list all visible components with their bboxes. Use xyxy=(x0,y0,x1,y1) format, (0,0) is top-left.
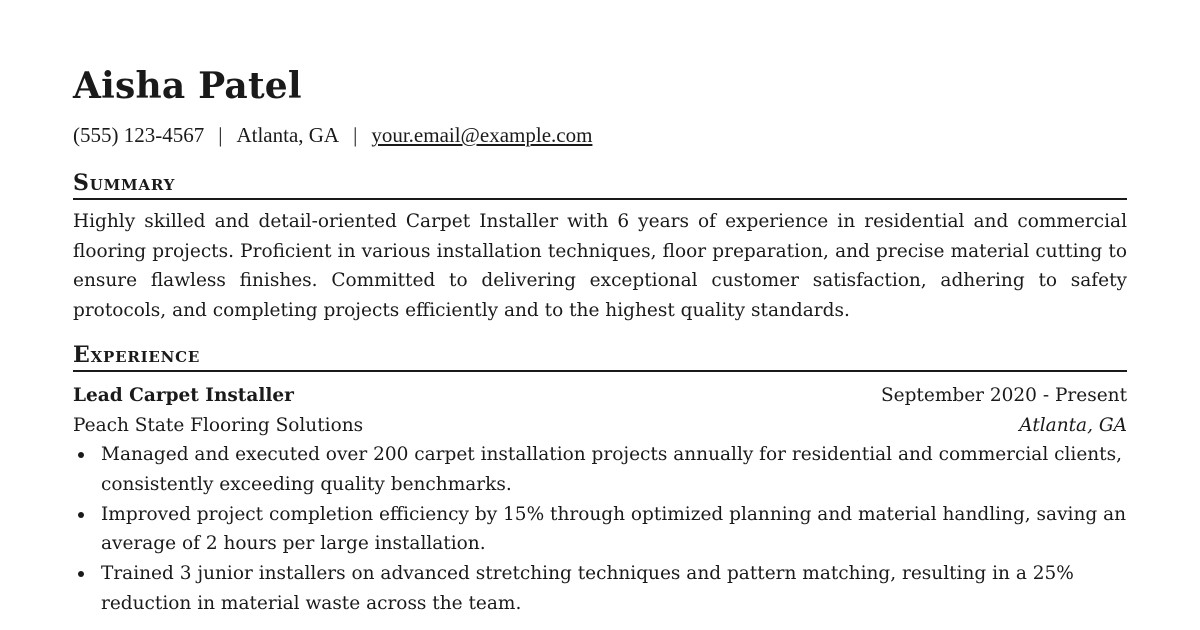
job-bullet-list xyxy=(73,440,1127,618)
job-entry xyxy=(73,381,1127,619)
summary-heading: Summary xyxy=(73,170,1127,200)
email-link[interactable]: your.email@example.com xyxy=(371,123,593,147)
job-bullet xyxy=(73,559,1127,618)
summary-paragraph: Highly skilled and detail-oriented Carpet Installer with 6 years of experience in residential and commercial flooring projects. Proficient in various installation techniques, floor preparation, and precise material cutting to ensure flawless finishes. Committed to delivering exceptional customer satisfaction, adhering to safety protocols, and completing projects efficiently and to the highest quality standards. xyxy=(73,211,1127,322)
job-bullet xyxy=(73,440,1127,499)
job-header-row xyxy=(73,381,1127,411)
bullet-dot-icon xyxy=(78,512,84,518)
job-title: Lead Carpet Installer xyxy=(73,384,294,406)
candidate-name: Aisha Patel xyxy=(73,65,302,107)
phone-number: (555) 123-4567 xyxy=(73,123,205,147)
job-bullet xyxy=(73,500,1127,559)
resume-page xyxy=(73,60,1127,618)
job-dates: September 2020 - Present xyxy=(880,384,1127,406)
company-name: Peach State Flooring Solutions xyxy=(73,414,364,436)
contact-separator: | xyxy=(353,123,358,147)
job-location: Atlanta, GA xyxy=(1019,414,1127,436)
bullet-dot-icon xyxy=(78,571,84,577)
bullet-text: Trained 3 junior installers on advanced stretching techniques and pattern matching, resulting in a 25% reduction in material waste across the team. xyxy=(101,563,1074,614)
contact-line xyxy=(73,120,1127,150)
contact-separator: | xyxy=(218,123,223,147)
location-text: Atlanta, GA xyxy=(236,123,340,147)
bullet-text: Managed and executed over 200 carpet installation projects annually for residential and commercial clients, consistently exceeding quality benchmarks. xyxy=(101,444,1122,495)
job-company-row xyxy=(73,411,1127,441)
bullet-text: Improved project completion efficiency by 15% through optimized planning and material handling, saving an average of 2 hours per large installation. xyxy=(101,503,1127,555)
bullet-dot-icon xyxy=(78,452,84,458)
experience-heading: Experience xyxy=(73,342,1127,372)
